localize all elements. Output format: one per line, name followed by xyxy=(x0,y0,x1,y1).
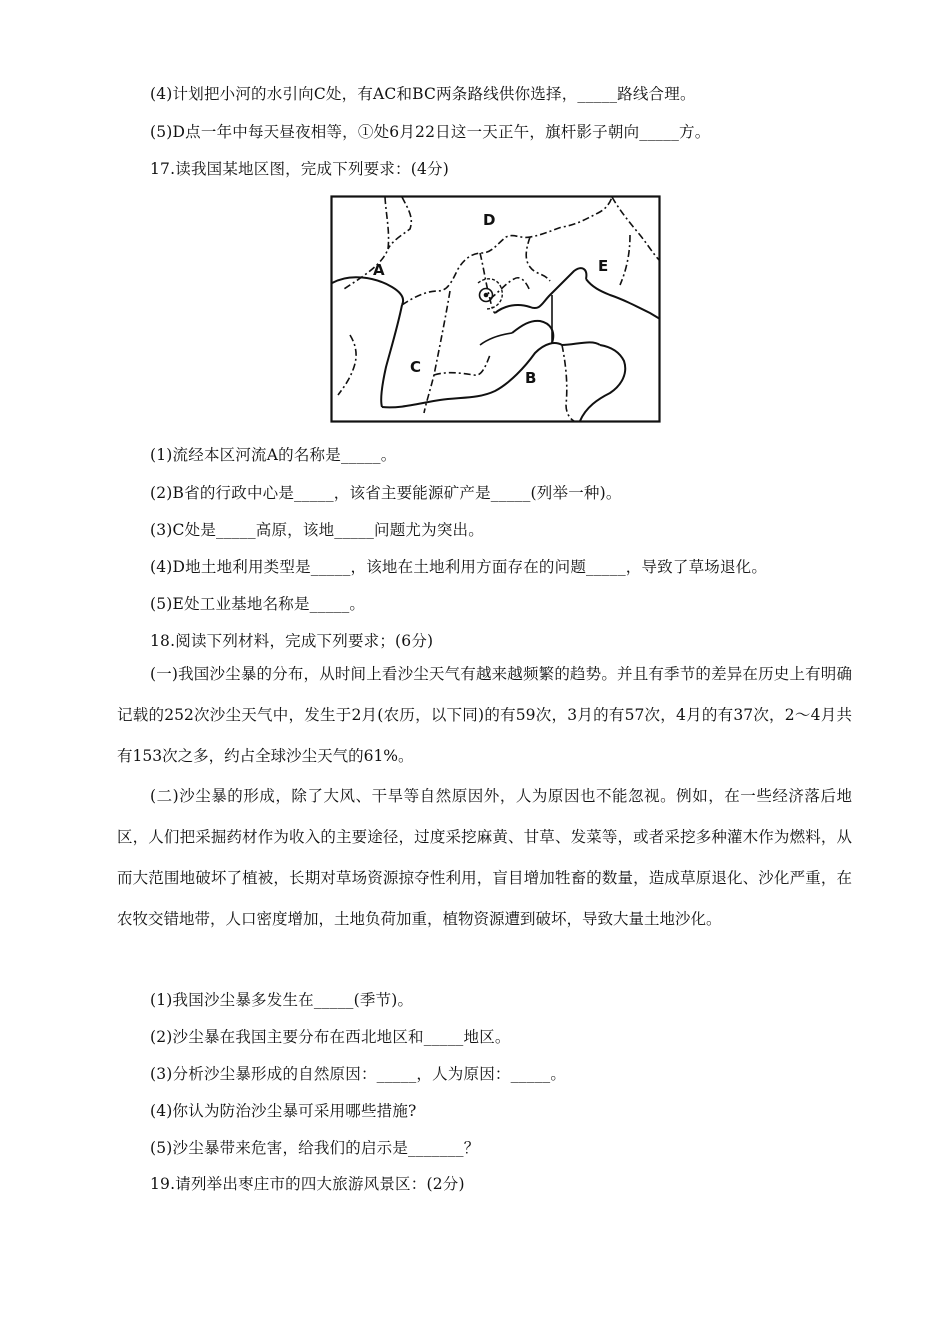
region-map-figure xyxy=(330,195,661,423)
map-label-d: D xyxy=(483,211,496,229)
question-18-4: (4)你认为防治沙尘暴可采用哪些措施? xyxy=(150,1102,417,1120)
question-17-4: (4)D地土地利用类型是_____，该地在土地利用方面存在的问题_____，导致了草场退化。 xyxy=(150,558,768,576)
map-label-e: E xyxy=(598,257,609,275)
question-17-3: (3)C处是_____高原，该地_____问题尤为突出。 xyxy=(150,521,484,539)
question-18-title: 18.阅读下列材料，完成下列要求；(6分) xyxy=(150,632,434,650)
question-17-5: (5)E处工业基地名称是_____。 xyxy=(150,595,366,613)
question-18-3: (3)分析沙尘暴形成的自然原因：_____，人为原因：_____。 xyxy=(150,1065,567,1083)
region-map xyxy=(330,195,661,423)
question-18-5: (5)沙尘暴带来危害，给我们的启示是_______？ xyxy=(150,1139,480,1157)
question-17-1: (1)流经本区河流A的名称是_____。 xyxy=(150,446,397,464)
question-16-5: (5)D点一年中每天昼夜相等，①处6月22日这一天正午，旗杆影子朝向_____方。 xyxy=(150,123,711,141)
map-label-b: B xyxy=(525,369,537,387)
question-17-2: (2)B省的行政中心是_____，该省主要能源矿产是_____(列举一种)。 xyxy=(150,484,622,502)
question-18-1: (1)我国沙尘暴多发生在_____(季节)。 xyxy=(150,991,414,1009)
material-paragraph-2: (二)沙尘暴的形成，除了大风、干旱等自然原因外，人为原因也不能忽视。例如，在一些经济落后地区，人们把采掘药材作为收入的主要途径，过度采挖麻黄、甘草、发菜等，或者采挖多种灌木作为燃料，从而大范围地破坏了植被，长期对草场资源掠夺性利用，盲目增加牲畜的数量，造成草原退化、沙化严重，在农牧交错地带，人口密度增加，土地负荷加重，植物资源遭到破坏，导致大量土地沙化。 xyxy=(117,787,852,928)
question-19-title: 19.请列举出枣庄市的四大旅游风景区：(2分) xyxy=(150,1175,465,1193)
question-18-2: (2)沙尘暴在我国主要分布在西北地区和_____地区。 xyxy=(150,1028,511,1046)
material-paragraph-1: (一)我国沙尘暴的分布，从时间上看沙尘天气有越来越频繁的趋势。并且有季节的差异在历史上有明确记载的252次沙尘天气中，发生于2月(农历，以下同)的有59次，3月的有57次，4月的有37次，2～4月共有153次之多，约占全球沙尘天气的61%。 xyxy=(117,665,852,765)
question-17-title: 17.读我国某地区图，完成下列要求：(4分) xyxy=(150,160,450,178)
question-16-4: (4)计划把小河的水引向C处，有AC和BC两条路线供你选择，_____路线合理。 xyxy=(150,85,696,103)
map-label-c: C xyxy=(410,358,422,376)
map-label-a: A xyxy=(373,261,385,279)
